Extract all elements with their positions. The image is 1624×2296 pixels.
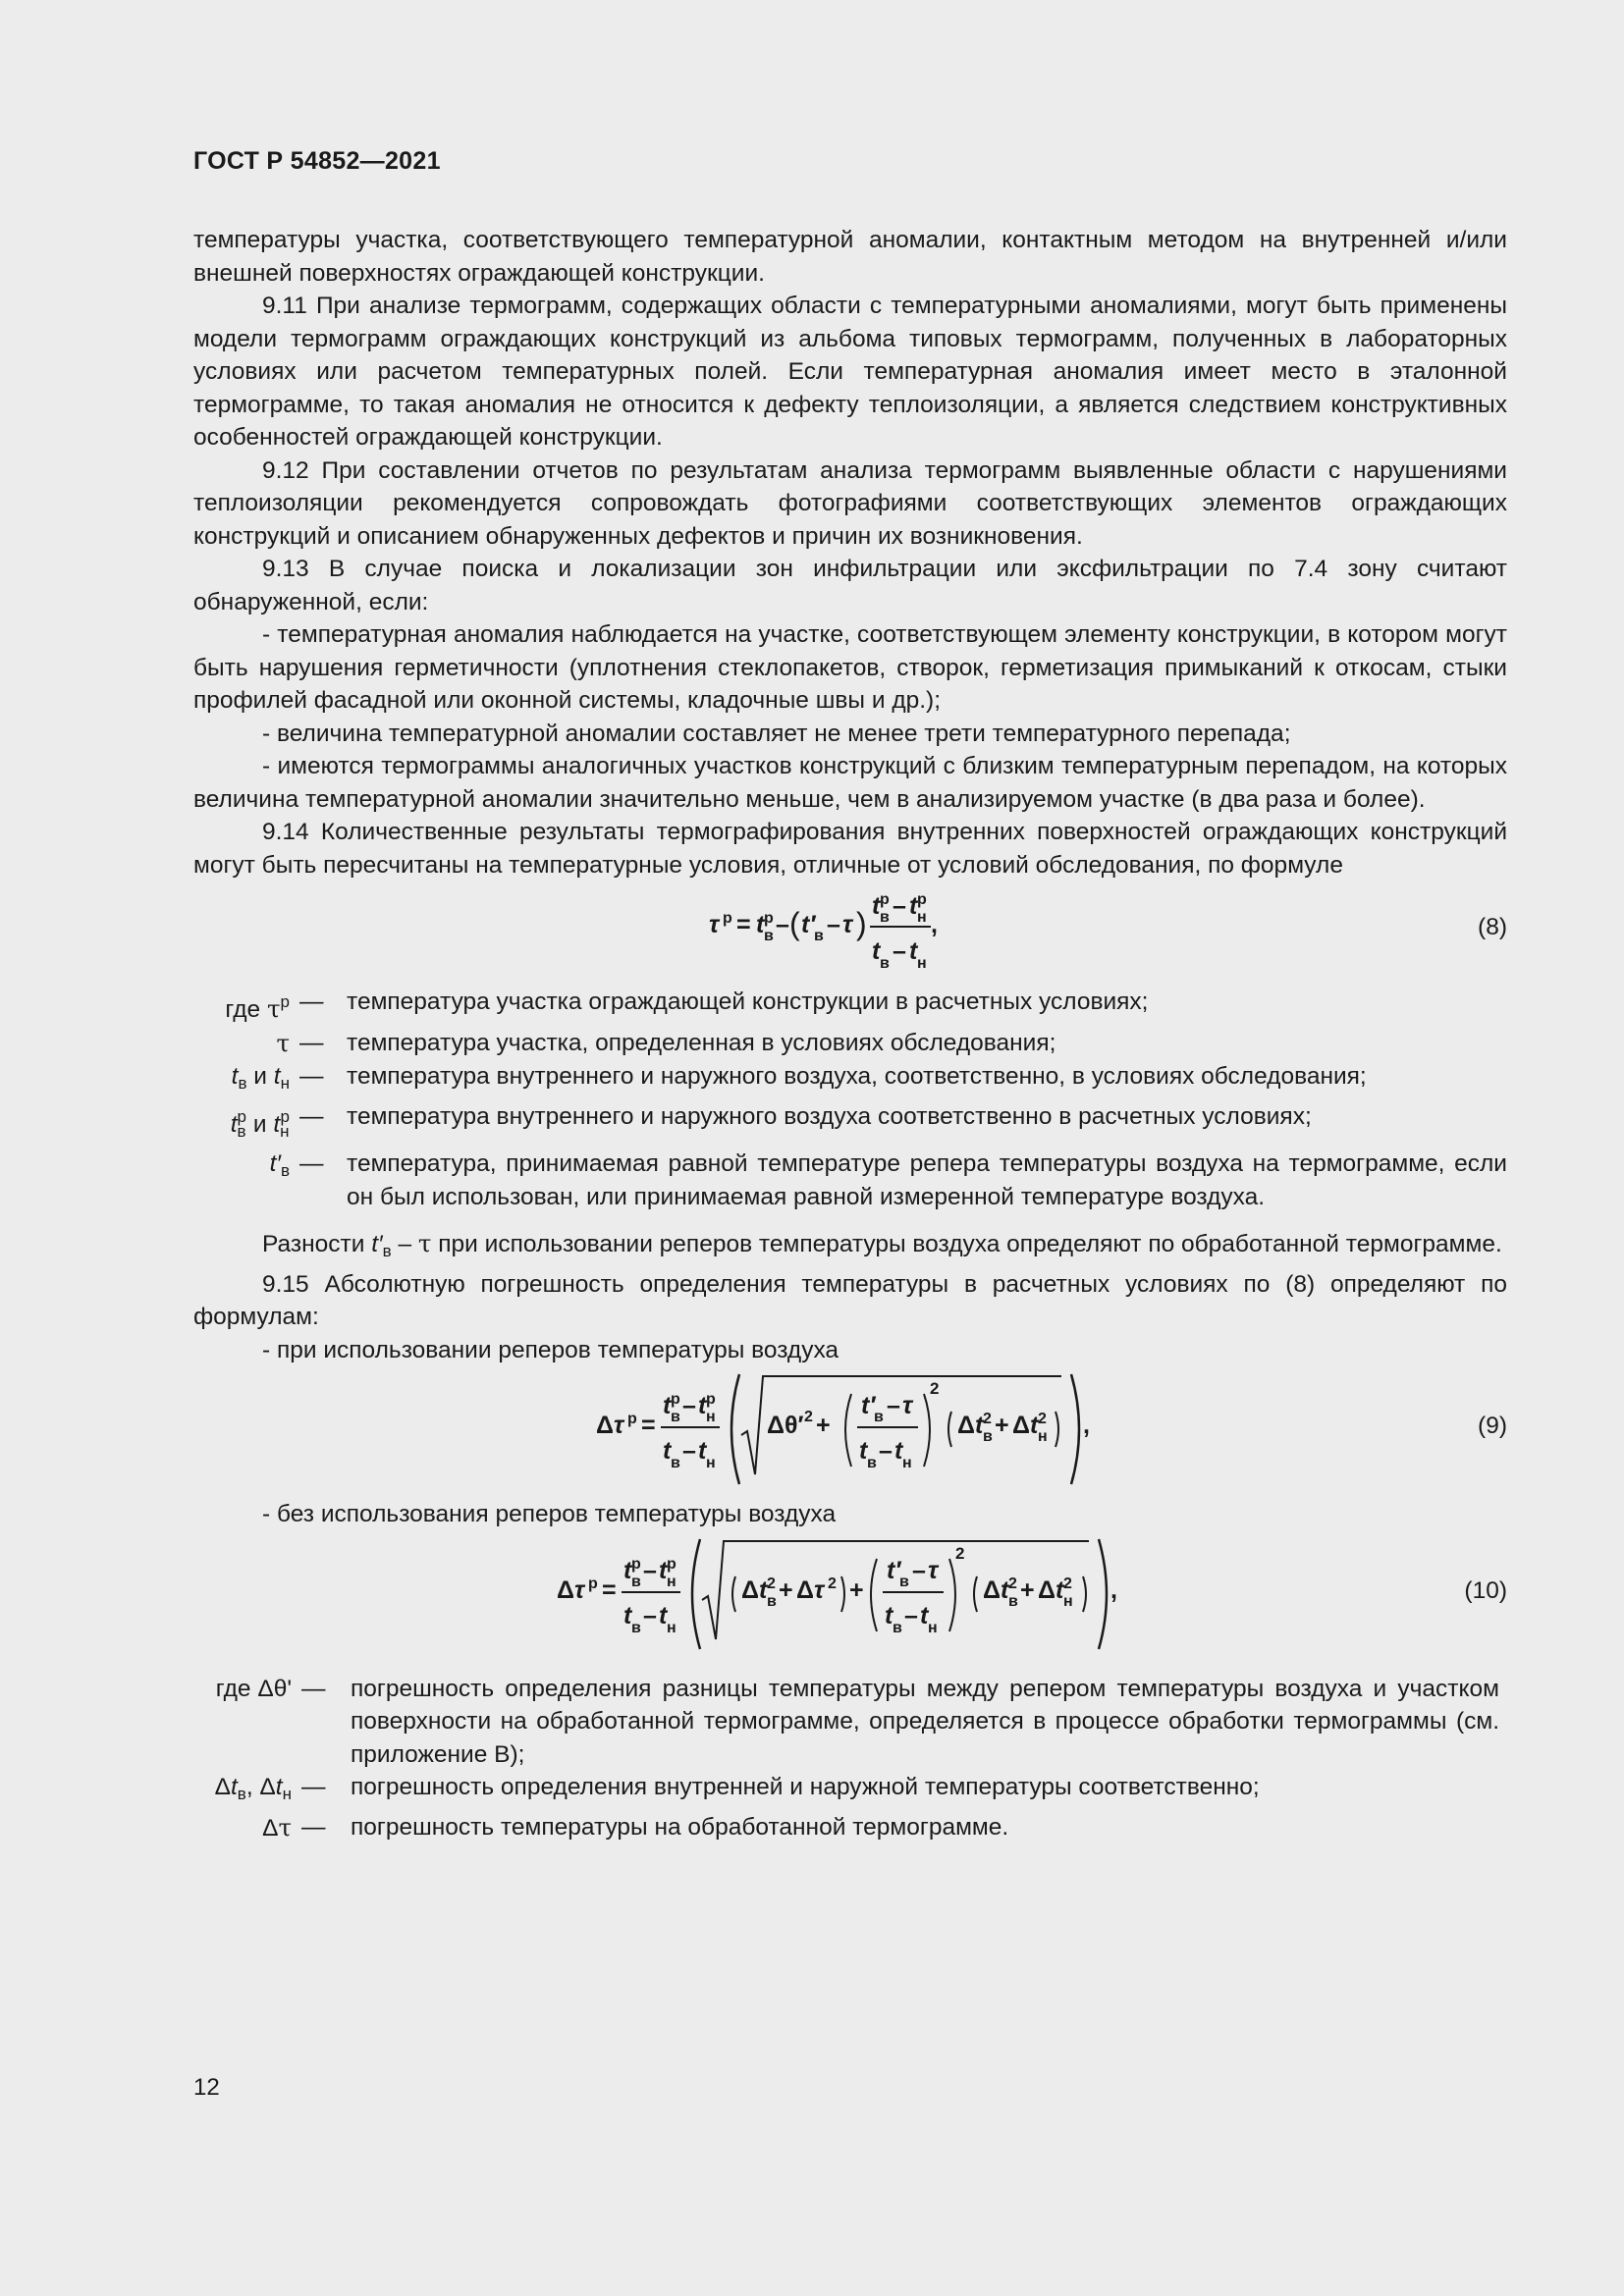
svg-text:t: t <box>885 1601 893 1629</box>
svg-text:р: р <box>671 1391 680 1408</box>
svg-text:Δ: Δ <box>983 1575 1001 1604</box>
svg-text:t: t <box>1030 1412 1039 1439</box>
formula-10-number: (10) <box>1464 1576 1507 1604</box>
svg-text:=: = <box>602 1575 617 1604</box>
svg-text:+: + <box>1020 1575 1035 1604</box>
svg-text:р: р <box>764 910 774 927</box>
formula-10-expression <box>553 1531 1162 1657</box>
paragraph-continuation: температуры участка, соответствующего температурной аномалии, контактным методом на внутренней и/или внешней поверхностях ограждающей конструкции. <box>193 227 1507 287</box>
svg-text:в: в <box>1008 1592 1018 1610</box>
svg-text:в: в <box>874 1409 884 1425</box>
svg-text:t: t <box>859 1437 868 1465</box>
svg-text:–: – <box>827 911 840 938</box>
definition-term: $t_в$ и $t_н$ <box>231 1063 290 1093</box>
svg-text:р: р <box>917 891 927 908</box>
svg-text:р: р <box>627 1411 637 1427</box>
svg-text:,: , <box>1110 1575 1117 1604</box>
svg-text:t: t <box>909 892 918 920</box>
svg-text:t: t <box>920 1601 929 1629</box>
svg-text:Δ: Δ <box>1038 1575 1056 1604</box>
svg-text:н: н <box>917 909 927 926</box>
definition-text: температура участка ограждающей конструкции в расчетных условиях; <box>347 988 1149 1015</box>
svg-text:t: t <box>663 1392 672 1419</box>
bullet-item: - имеются термограммы аналогичных участков конструкций с близким температурным перепадом, на которых величина температурной аномалии значительно меньше, чем в анализируемом участке (в два раза и более). <box>193 753 1507 813</box>
definition-term: $\Delta t_в$, $\Delta t_н$ <box>214 1774 292 1803</box>
svg-text:н: н <box>917 955 927 972</box>
svg-text:=: = <box>736 911 751 938</box>
paragraph-9-14: 9.14 Количественные результаты термографирования внутренних поверхностей ограждающих конструкций могут быть пересчитаны на температурные условия, отличные от условий обследования, по формуле <box>193 819 1507 879</box>
svg-text:в: в <box>893 1619 902 1636</box>
svg-text:в: в <box>631 1619 641 1636</box>
svg-text:t: t <box>659 1556 668 1584</box>
formula-8 <box>193 881 1507 972</box>
svg-text:р: р <box>723 910 732 927</box>
definition-term: где $\tau^р$ <box>225 992 290 1023</box>
definitions-list-2: где Δθ' — погрешность определения разницы температуры между репером температуры воздуха и участком поверхности на обработанной термограмме, определяется в процессе обработки термограммы (см. приложение В); $\Delta t_в$, $\Delta t_н$ — погрешность определения внутренней и наружной температуры соответственно; Δτ — погрешность температуры на обработанной термограмме. <box>193 1673 1507 1845</box>
formula-9-number: (9) <box>1478 1413 1507 1439</box>
svg-text:–: – <box>893 892 906 920</box>
svg-text:t: t <box>698 1392 707 1419</box>
svg-text:t: t <box>1056 1575 1064 1604</box>
svg-text:в: в <box>867 1455 877 1471</box>
svg-text:=: = <box>641 1412 656 1439</box>
svg-text:в: в <box>767 1592 777 1610</box>
svg-text:Δ: Δ <box>557 1575 574 1604</box>
svg-text:(: ( <box>789 906 800 941</box>
definition-term: τ <box>276 1028 290 1057</box>
bullet-item: - температурная аномалия наблюдается на участке, соответствующем элементу конструкции, в котором могут быть нарушения герметичности (уплотнения стеклопакетов, створок, герметизация примыканий к откосам, стыки профилей фасадной или оконной системы, кладочные швы и др.); <box>193 621 1507 714</box>
svg-text:Δ: Δ <box>1012 1412 1030 1439</box>
svg-text:р: р <box>667 1555 677 1573</box>
definition-term: $t'_в$ <box>269 1150 290 1180</box>
svg-text:в: в <box>899 1573 909 1590</box>
paragraph-9-11: 9.11 При анализе термограмм, содержащих области с температурными аномалиями, могут быть применены модели термограмм ограждающих конструкций из альбома типовых термограмм, полученных в лабораторных условиях или расчетом температурных полей. Если температурная аномалия имеет место в эталонной термограмме, то такая аномалия не относится к дефекту теплоизоляции, а является следствием конструктивных особенностей ограждающей конструкции. <box>193 293 1507 451</box>
svg-text:–: – <box>682 1437 696 1465</box>
formula-10 <box>193 1531 1507 1657</box>
svg-text:н: н <box>1038 1428 1048 1445</box>
svg-text:2: 2 <box>955 1543 965 1563</box>
svg-text:τ: τ <box>814 1575 825 1604</box>
svg-text:t: t <box>663 1437 672 1465</box>
formula-8-number: (8) <box>1478 914 1507 940</box>
definition-text: погрешность определения внутренней и наружной температуры соответственно; <box>351 1774 1260 1800</box>
svg-text:н: н <box>928 1619 938 1636</box>
svg-text:+: + <box>816 1412 831 1439</box>
svg-text:τ: τ <box>709 911 720 938</box>
svg-text:t: t <box>909 937 918 965</box>
definition-text: температура, принимаемая равной температуре репера температуры воздуха на термограмме, если он был использован, или принимаемая равной измеренной температуре воздуха. <box>347 1150 1507 1210</box>
page-body <box>193 224 1507 1844</box>
svg-text:р: р <box>588 1575 598 1592</box>
formula-9-row <box>193 1366 1507 1492</box>
svg-text:в: в <box>983 1428 993 1445</box>
svg-text:t: t <box>623 1601 632 1629</box>
svg-text:–: – <box>912 1556 926 1584</box>
svg-text:2: 2 <box>1063 1575 1072 1592</box>
svg-text:–: – <box>776 911 789 938</box>
svg-text:в: в <box>764 928 774 944</box>
svg-text:–: – <box>643 1601 657 1629</box>
paragraph-9-15: 9.15 Абсолютную погрешность определения температуры в расчетных условиях по (8) определяют по формулам: <box>193 1270 1507 1330</box>
bullet-with-reference: - при использовании реперов температуры воздуха <box>262 1336 839 1363</box>
svg-text:t′: t′ <box>861 1392 876 1419</box>
svg-text:р: р <box>706 1391 716 1408</box>
paragraph-differences: Разности $t'_в$ – τ при использовании реперов температуры воздуха определяют по обработанной термограмме. <box>262 1229 1502 1260</box>
svg-text:2: 2 <box>804 1409 813 1425</box>
svg-text:2: 2 <box>930 1379 940 1398</box>
definition-text: температура участка, определенная в условиях обследования; <box>347 1029 1056 1056</box>
svg-text:t: t <box>1001 1575 1009 1604</box>
svg-text:Δ: Δ <box>596 1412 614 1439</box>
svg-text:р: р <box>880 891 890 908</box>
svg-text:τ: τ <box>842 911 853 938</box>
svg-text:Δθ′: Δθ′ <box>767 1412 804 1439</box>
svg-text:+: + <box>849 1575 864 1604</box>
svg-text:,: , <box>1083 1412 1090 1439</box>
svg-text:–: – <box>879 1437 893 1465</box>
formula-8-expression <box>703 881 998 972</box>
svg-text:Δ: Δ <box>741 1575 759 1604</box>
svg-text:τ: τ <box>902 1392 913 1419</box>
formula-8-row <box>193 881 1507 972</box>
svg-text:н: н <box>706 1455 716 1471</box>
svg-text:–: – <box>893 937 906 965</box>
page-number: 12 <box>193 2074 220 2101</box>
document-header: ГОСТ Р 54852—2021 <box>193 147 441 175</box>
svg-text:Δ: Δ <box>796 1575 814 1604</box>
definition-term: Δτ <box>262 1812 292 1842</box>
svg-text:t: t <box>698 1437 707 1465</box>
svg-text:): ) <box>856 906 867 941</box>
svg-text:в: в <box>671 1455 680 1471</box>
svg-text:в: в <box>631 1573 641 1590</box>
svg-text:в: в <box>880 955 890 972</box>
svg-text:t′: t′ <box>887 1556 901 1584</box>
bullet-item: - величина температурной аномалии составляет не менее трети температурного перепада; <box>262 720 1291 747</box>
svg-text:t: t <box>975 1412 984 1439</box>
svg-text:τ: τ <box>574 1575 585 1604</box>
definitions-list-1: где $\tau^р$ — температура участка ограждающей конструкции в расчетных условиях; τ — температура участка, определенная в условиях обследования; $t_в$ и $t_н$ — температура внутреннего и наружного воздуха, соответственно, в условиях обследования; $t_в^р$ и $t_н^р$ — температура внутреннего и наружного воздуха соответственно в расчетных условиях; $t'_в$ — температура, принимаемая равной температуре репера температуры воздуха на термограмме, если он был использован, или принимаемая равной измеренной температуре воздуха. <box>193 986 1507 1213</box>
paragraph-9-13: 9.13 В случае поиска и локализации зон инфильтрации или эксфильтрации по 7.4 зону считают обнаруженной, если: <box>193 556 1507 615</box>
svg-text:в: в <box>671 1409 680 1425</box>
svg-text:t: t <box>759 1575 768 1604</box>
svg-text:τ: τ <box>928 1556 939 1584</box>
definition-text: температура внутреннего и наружного воздуха, соответственно, в условиях обследования; <box>347 1063 1367 1090</box>
svg-text:2: 2 <box>767 1575 776 1592</box>
svg-text:t: t <box>756 911 765 938</box>
svg-text:–: – <box>904 1601 918 1629</box>
svg-text:р: р <box>631 1555 641 1573</box>
svg-text:t: t <box>894 1437 903 1465</box>
svg-text:τ: τ <box>614 1412 624 1439</box>
svg-text:2: 2 <box>1038 1411 1047 1427</box>
svg-text:2: 2 <box>828 1575 837 1592</box>
svg-text:н: н <box>902 1455 912 1471</box>
svg-text:н: н <box>706 1409 716 1425</box>
svg-text:–: – <box>887 1392 900 1419</box>
svg-text:н: н <box>1063 1592 1073 1610</box>
svg-text:,: , <box>931 911 938 938</box>
svg-text:–: – <box>643 1556 657 1584</box>
paragraph-9-12: 9.12 При составлении отчетов по результатам анализа термограмм выявленные области с нарушениями теплоизоляции рекомендуется сопровождать фотографиями соответствующих элементов ограждающих конструкций и описанием обнаруженных дефектов и причин их возникновения. <box>193 456 1507 550</box>
svg-text:t: t <box>872 937 881 965</box>
svg-text:t: t <box>623 1556 632 1584</box>
svg-text:2: 2 <box>1008 1575 1017 1592</box>
formula-9-expression <box>592 1366 1122 1492</box>
svg-text:н: н <box>667 1619 677 1636</box>
svg-text:в: в <box>880 909 890 926</box>
svg-text:t: t <box>659 1601 668 1629</box>
definition-text: температура внутреннего и наружного воздуха соответственно в расчетных условиях; <box>347 1102 1312 1130</box>
svg-text:+: + <box>779 1575 793 1604</box>
svg-text:Δ: Δ <box>957 1412 975 1439</box>
definition-text: погрешность определения разницы температуры между репером температуры воздуха и участком поверхности на обработанной термограмме, определяется в процессе обработки термограммы (см. приложение В); <box>351 1675 1499 1768</box>
svg-text:t′: t′ <box>801 911 816 938</box>
svg-text:–: – <box>682 1392 696 1419</box>
definition-term: где Δθ' <box>215 1675 292 1702</box>
svg-text:+: + <box>995 1412 1009 1439</box>
definition-text: погрешность температуры на обработанной термограмме. <box>351 1813 1009 1841</box>
definition-term: $t_в^р$ и $t_н^р$ <box>230 1106 290 1141</box>
formula-10-row <box>193 1531 1507 1657</box>
svg-text:2: 2 <box>983 1411 992 1427</box>
formula-9 <box>193 1366 1507 1492</box>
svg-text:t: t <box>872 892 881 920</box>
svg-text:в: в <box>814 928 824 944</box>
svg-text:н: н <box>667 1573 677 1590</box>
bullet-without-reference: - без использования реперов температуры воздуха <box>262 1501 837 1527</box>
